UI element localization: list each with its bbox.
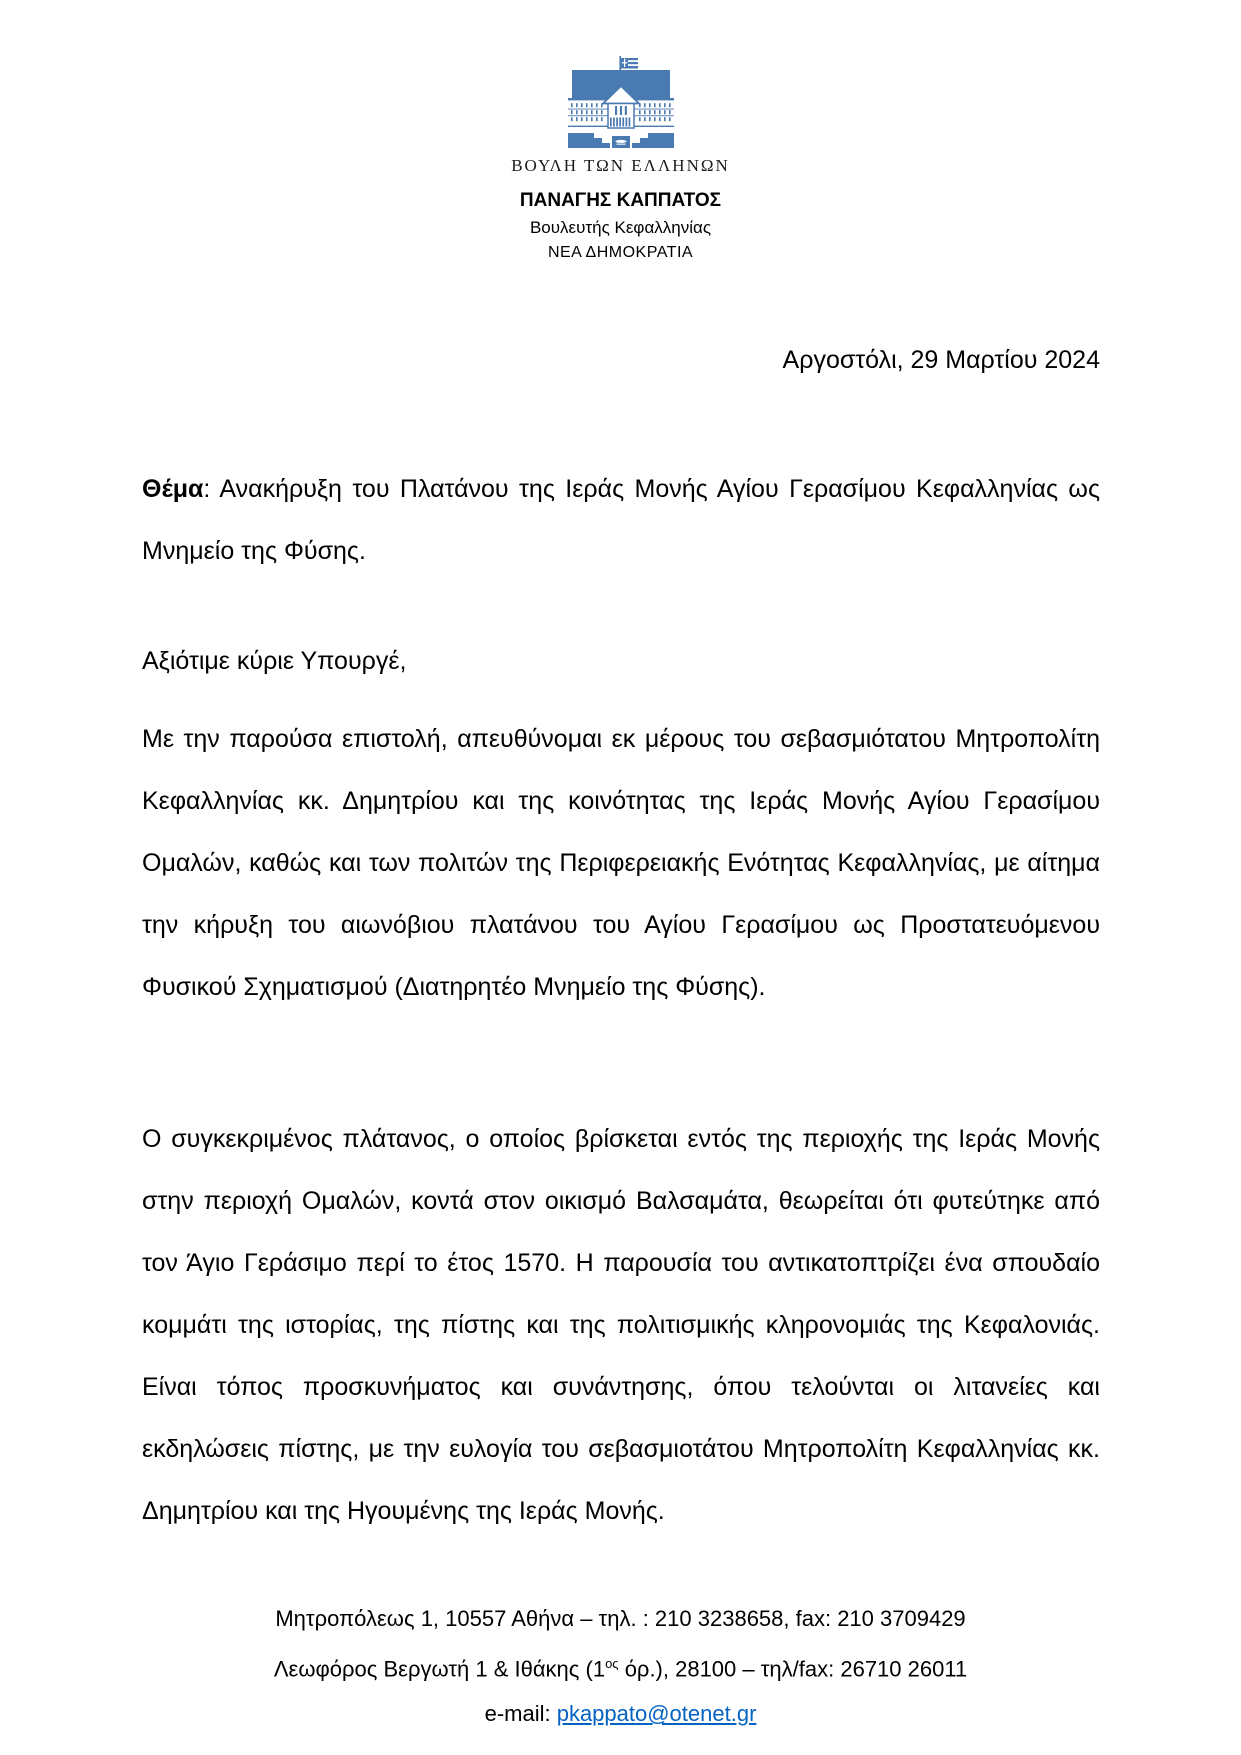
deputy-role: Βουλευτής Κεφαλληνίας bbox=[529, 218, 712, 237]
body-paragraph-1: Με την παρούσα επιστολή, απευθύνομαι εκ μέρους του σεβασμιότατου Μητροπολίτη Κεφαλληνίας κκ. Δημητρίου και της κοινότητας της Ιεράς Μονής Αγίου Γερασίμου Ομαλών, καθώς και των πολιτών της Περιφερειακής Ενότητας Κεφαλληνίας, με αίτημα την κήρυξη του αιωνόβιου πλατάνου του Αγίου Γερασίμου ως Προστατευόμενου Φυσικού Σχηματισμού (Διατηρητέο Μνημείο της Φύσης). bbox=[142, 725, 1100, 1001]
deputy-party: ΝΕΑ ΔΗΜΟΚΡΑΤΙΑ bbox=[547, 244, 694, 261]
email-link[interactable]: pkappato@otenet.gr bbox=[556, 1701, 757, 1727]
org-title: ΒΟΥΛΗ ΤΩΝ ΕΛΛΗΝΩΝ bbox=[511, 156, 730, 175]
footer-address-athens: Μητροπόλεως 1, 10557 Αθήνα – τηλ. : 210 3238658, fax: 210 3709429 bbox=[275, 1606, 966, 1631]
letter-footer bbox=[0, 1596, 1241, 1736]
footer-email-line bbox=[0, 1691, 1241, 1736]
salutation: Αξιότιμε κύριε Υπουργέ, bbox=[142, 647, 407, 675]
hellenic-parliament-logo bbox=[0, 56, 1241, 152]
email-label: e-mail: bbox=[484, 1701, 557, 1727]
letter-header bbox=[0, 56, 1241, 262]
deputy-name: ΠΑΝΑΓΗΣ ΚΑΠΠΑΤΟΣ bbox=[519, 190, 722, 211]
subject-text: : Ανακήρυξη του Πλατάνου της Ιεράς Μονής Αγίου Γερασίμου Κεφαλληνίας ως Μνημείο της Φύσης. bbox=[142, 475, 1100, 565]
parliament-building-icon bbox=[555, 56, 687, 152]
footer-address-kefalonia-suffix: όρ.), 28100 – τηλ/fax: 26710 26011 bbox=[618, 1656, 968, 1682]
footer-address-kefalonia bbox=[0, 1641, 1241, 1691]
footer-address-kefalonia-prefix: Λεωφόρος Βεργωτή 1 & Ιθάκης (1 bbox=[273, 1656, 606, 1682]
footer-address-kefalonia-ordinal: ος bbox=[605, 1656, 619, 1671]
body-paragraph-2: Ο συγκεκριμένος πλάτανος, ο οποίος βρίσκεται εντός της περιοχής της Ιεράς Μονής στην περιοχή Ομαλών, κοντά στον οικισμό Βαλσαμάτα, θεωρείται ότι φυτεύτηκε από τον Άγιο Γεράσιμο περί το έτος 1570. Η παρουσία του αντικατοπτρίζει ένα σπουδαίο κομμάτι της ιστορίας, της πίστης και της πολιτισμικής κληρονομιάς της Κεφαλονιάς. Είναι τόπος προσκυνήματος και συνάντησης, όπου τελούνται οι λιτανείες και εκδηλώσεις πίστης, με την ευλογία του σεβασμιοτάτου Μητροπολίτη Κεφαλληνίας κκ. Δημητρίου και της Ηγουμένης της Ιεράς Μονής. bbox=[142, 1125, 1100, 1525]
subject-label: Θέμα bbox=[142, 475, 204, 503]
date-line: Αργοστόλι, 29 Μαρτίου 2024 bbox=[782, 346, 1100, 374]
subject-line bbox=[142, 458, 1100, 582]
